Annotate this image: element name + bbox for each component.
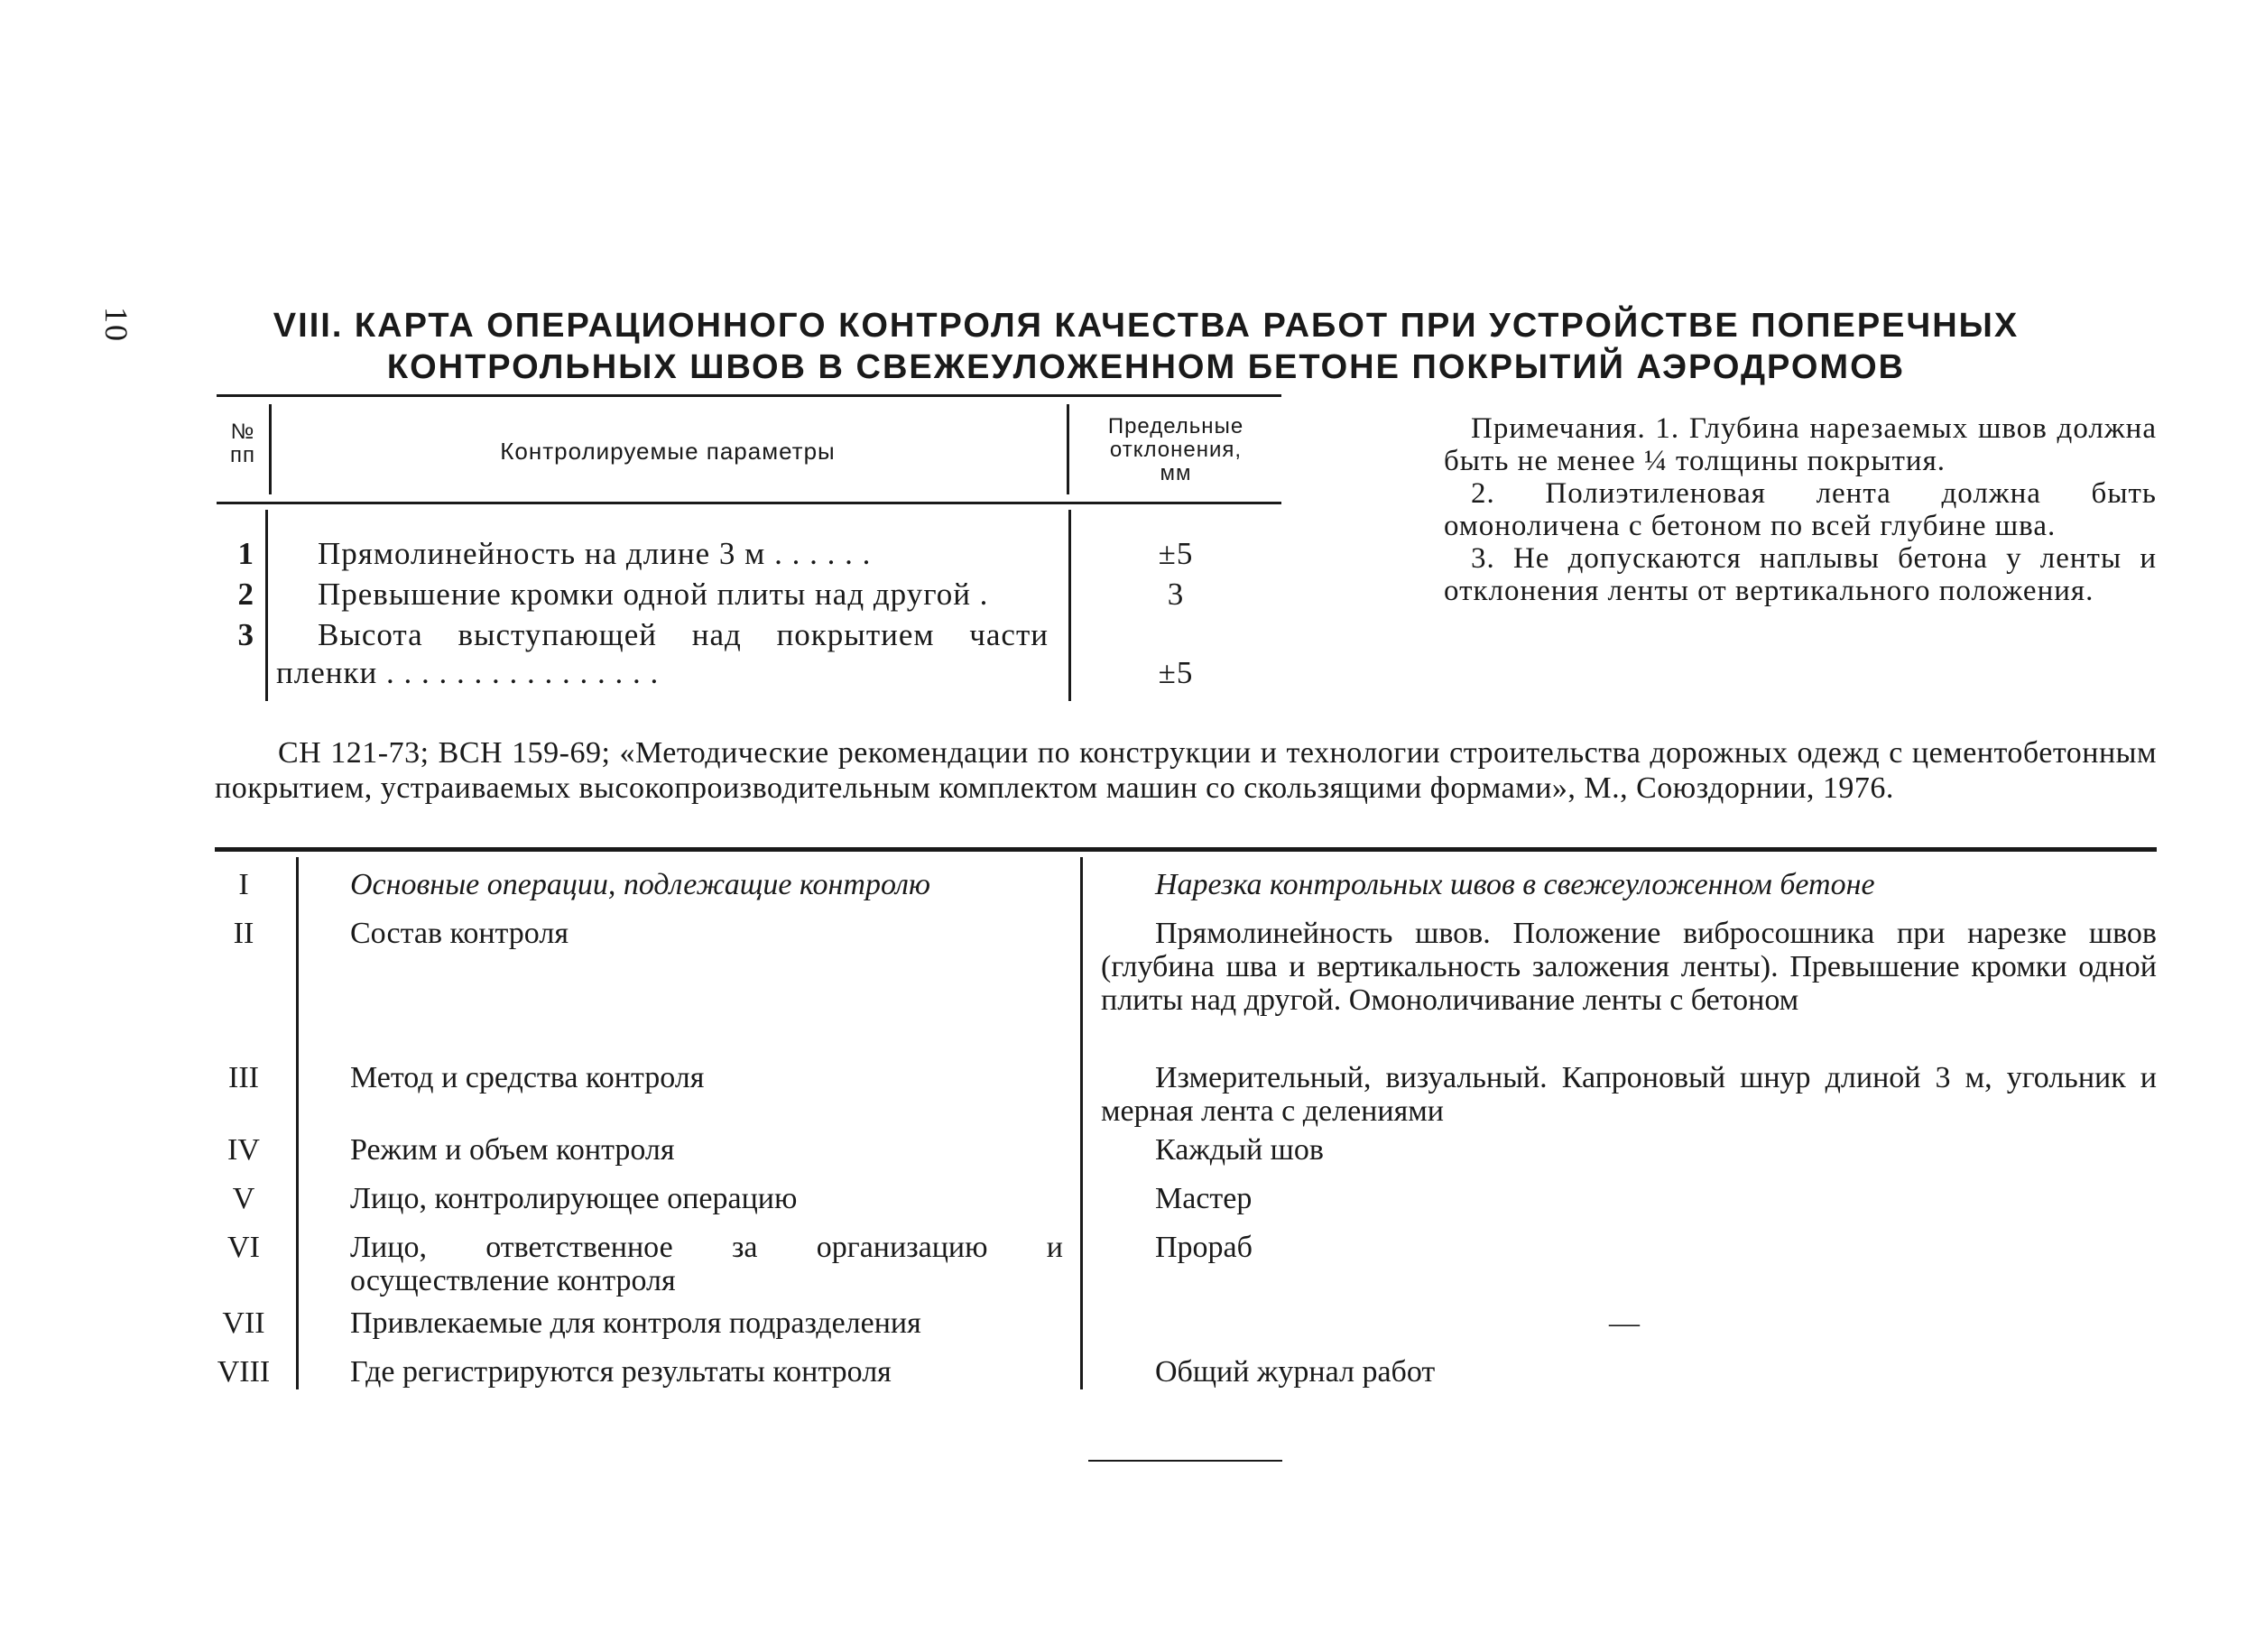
section-label: Лицо, контролирующее операцию bbox=[350, 1182, 798, 1215]
document-title bbox=[217, 305, 2075, 388]
section-label: Метод и средства контроля bbox=[350, 1061, 705, 1094]
row-param: Высота выступающей над покрытием части bbox=[318, 617, 1049, 652]
section-value: Прямолинейность швов. Положение вибросошника при нарезке швов (глубина шва и вертикальность заложения ленты). Превышение кромки одной плиты над другой. Омоноличивание ленты с бетоном bbox=[1101, 917, 2157, 1017]
note-3: 3. Не допускаются наплывы бетона у ленты и отклонения ленты от вертикального положения. bbox=[1444, 542, 2157, 607]
closing-rule bbox=[1088, 1460, 1282, 1462]
section-num: VIII bbox=[217, 1355, 271, 1389]
section-label: Основные операции, подлежащие контролю bbox=[350, 868, 930, 901]
table-divider bbox=[265, 510, 268, 701]
header-param: Контролируемые параметры bbox=[500, 438, 836, 465]
row-num: 1 bbox=[237, 536, 254, 571]
section-num: III bbox=[228, 1061, 259, 1094]
page-number: 10 bbox=[98, 307, 134, 343]
section-value: Мастер bbox=[1155, 1182, 1253, 1215]
title-line-1: VIII. КАРТА ОПЕРАЦИОННОГО КОНТРОЛЯ КАЧЕСТВА РАБОТ ПРИ УСТРОЙСТВЕ ПОПЕРЕЧНЫХ bbox=[273, 307, 2020, 345]
note-1: Примечания. 1. Глубина нарезаемых швов должна быть не менее ¼ толщины покрытия. bbox=[1444, 412, 2157, 477]
title-line-2: КОНТРОЛЬНЫХ ШВОВ В СВЕЖЕУЛОЖЕННОМ БЕТОНЕ ПОКРЫТИЙ АЭРОДРОМОВ bbox=[386, 348, 1906, 386]
section-num: IV bbox=[227, 1133, 260, 1167]
section-num: I bbox=[238, 868, 249, 901]
table-top-rule bbox=[217, 394, 1281, 397]
section-num: V bbox=[232, 1182, 255, 1215]
section-value: Общий журнал работ bbox=[1155, 1355, 1436, 1389]
header-num: № пп bbox=[230, 420, 255, 467]
section-value: Каждый шов bbox=[1155, 1133, 1324, 1167]
section-value: — bbox=[1609, 1306, 1640, 1340]
row-num: 2 bbox=[237, 577, 254, 612]
section-label: Привлекаемые для контроля подразделения bbox=[350, 1306, 921, 1340]
references-paragraph: СН 121-73; ВСН 159-69; «Методические рекомендации по конструкции и технологии строительства дорожных одежд с цементобетонным покрытием, устраиваемых высокопроизводительным комплектом машин со скользящими формами», М., Союздорнии, 1976. bbox=[215, 736, 2157, 805]
section-value: Измерительный, визуальный. Капроновый шнур длиной 3 м, угольник и мерная лента с делениями bbox=[1101, 1061, 2157, 1128]
section-label: Состав контроля bbox=[350, 917, 569, 950]
section-value: Прораб bbox=[1155, 1231, 1253, 1264]
note-2: 2. Полиэтиленовая лента должна быть омоноличена с бетоном по всей глубине шва. bbox=[1444, 477, 2157, 542]
row-num: 3 bbox=[237, 617, 254, 652]
table-header-rule bbox=[217, 502, 1281, 504]
notes-block bbox=[1444, 412, 2157, 607]
sections-top-rule bbox=[215, 847, 2157, 852]
section-value: Нарезка контрольных швов в свежеуложенном бетоне bbox=[1155, 868, 1875, 901]
header-deviation: Предельные отклонения, мм bbox=[1107, 414, 1244, 485]
table-divider bbox=[1067, 404, 1069, 494]
row-param-continued: пленки . . . . . . . . . . . . . . . . bbox=[276, 655, 660, 690]
row-deviation: ±5 bbox=[1158, 655, 1194, 690]
section-num: II bbox=[233, 917, 254, 950]
sections-divider bbox=[1080, 857, 1083, 1389]
row-param: Превышение кромки одной плиты над другой . bbox=[318, 577, 989, 612]
section-label: Режим и объем контроля bbox=[350, 1133, 675, 1167]
section-label: Где регистрируются результаты контроля bbox=[350, 1355, 892, 1389]
section-label: Лицо, ответственное за организацию и осуществление контроля bbox=[350, 1231, 1063, 1297]
section-num: VI bbox=[227, 1231, 260, 1264]
row-deviation: 3 bbox=[1167, 577, 1185, 612]
sections-divider bbox=[296, 857, 299, 1389]
section-num: VII bbox=[222, 1306, 265, 1340]
row-param: Прямолинейность на длине 3 м . . . . . . bbox=[318, 536, 872, 571]
row-deviation: ±5 bbox=[1158, 536, 1194, 571]
